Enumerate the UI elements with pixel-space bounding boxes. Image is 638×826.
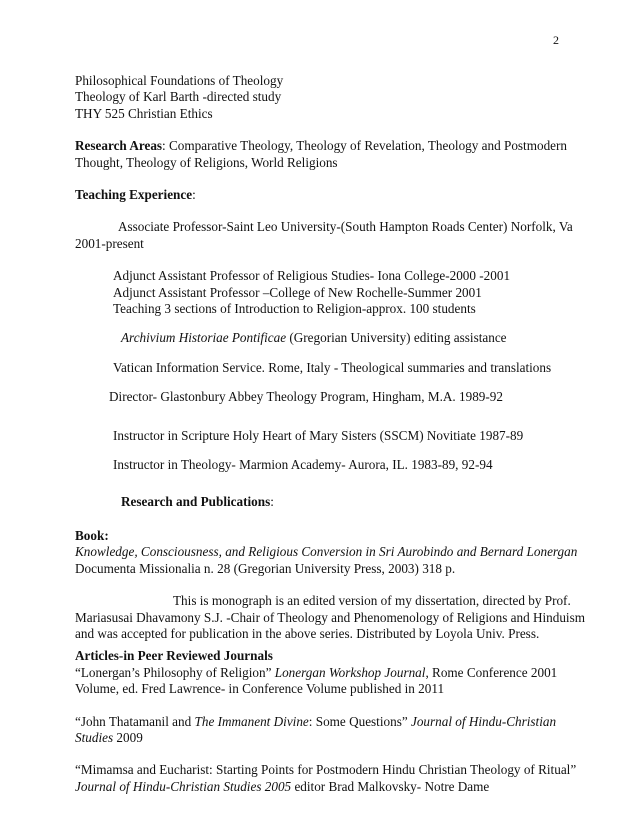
article-lonergan-journal: Lonergan Workshop Journal [274,664,426,680]
course-item: THY 525 Christian Ethics [75,105,213,121]
teaching-heading [75,187,575,203]
course-item: Philosophical Foundations of Theology [75,73,284,88]
articles-heading: Articles-in Peer Reviewed Journals [75,648,273,664]
teaching-entry-saint-leo: Associate Professor-Saint Leo University-(South Hampton Roads Center) Norfolk, Va [118,219,573,235]
book-note-line: This is monograph is an edited version of my dissertation, directed by Prof. [173,593,571,609]
teaching-entry-glastonbury: Director- Glastonbury Abbey Theology Program, Hingham, M.A. 1989-92 [109,389,503,405]
research-areas-label: Research Areas [75,138,163,154]
teaching-heading-label: Teaching Experience [75,187,193,203]
teaching-entry-archivium [75,330,575,346]
cv-content [75,73,585,795]
research-publications-label: Research and Publications [121,493,271,509]
book-label: Book: [75,527,109,543]
book-note-line: and was accepted for publication in the above series. Distributed by Loyola Univ. Press. [75,625,540,641]
book-title: Knowledge, Consciousness, and Religious Conversion in Sri Aurobindo and Bernard Lonergan [75,544,578,560]
research-areas [75,138,575,171]
teaching-entry-saint-leo-dates: 2001-present [75,235,144,251]
archivium-rest: (Gregorian University) editing assistance [286,330,507,346]
article-lonergan-title: “Lonergan’s Philosophy of Religion” [75,664,275,680]
research-areas-text: : Comparative Theology, Theology of Revelation, Theology and Postmodern Thought, Theology of Religions, World Religions [75,138,568,170]
article-mimamsa-line2 [75,779,575,795]
article-mimamsa-journal: Journal of Hindu-Christian Studies 2005 [75,778,292,794]
article-lonergan [75,665,575,681]
research-publications-heading [75,494,575,510]
teaching-entry-iona: Adjunct Assistant Professor of Religious Studies- Iona College-2000 -2001 [113,268,511,284]
page-number: 2 [553,33,559,47]
research-publications-colon: : [270,493,274,509]
teaching-entry-sections: Teaching 3 sections of Introduction to Religion-approx. 100 students [113,301,476,317]
article-thatamanil-line2 [75,730,575,746]
book-series: Documenta Missionalia n. 28 (Gregorian University Press, 2003) 318 p. [75,560,456,576]
article-thatamanil-start: “John Thatamanil and [75,713,195,729]
teaching-entry-vatican: Vatican Information Service. Rome, Italy - Theological summaries and translations [113,359,552,375]
teaching-entry-marmion: Instructor in Theology- Marmion Academy- Aurora, IL. 1983-89, 92-94 [113,457,493,473]
article-thatamanil-journal-end: Studies [75,729,114,745]
article-mimamsa: “Mimamsa and Eucharist: Starting Points for Postmodern Hindu Christian Theology of Ritual” [75,762,577,778]
article-thatamanil-book: The Immanent Divine [194,713,309,729]
course-list [75,73,575,122]
article-mimamsa-rest: editor Brad Malkovsky- Notre Dame [291,778,490,794]
book-note-line: Mariasusai Dhavamony S.J. -Chair of Theology and Phenomenology of Religions and Hinduism [75,609,585,625]
article-thatamanil [75,714,575,730]
teaching-heading-colon: : [192,187,196,203]
course-item: Theology of Karl Barth -directed study [75,89,282,105]
article-thatamanil-year: 2009 [113,729,143,745]
article-lonergan-volume: Volume, ed. Fred Lawrence- in Conference Volume published in 2011 [75,681,445,697]
archivium-title: Archivium Historiae Pontificae [121,330,287,346]
teaching-entry-new-rochelle: Adjunct Assistant Professor –College of New Rochelle-Summer 2001 [113,284,482,300]
article-lonergan-rest: , Rome Conference 2001 [425,664,558,680]
article-thatamanil-mid: : Some Questions” [308,713,411,729]
article-thatamanil-journal: Journal of Hindu-Christian [410,713,557,729]
teaching-entry-holy-heart: Instructor in Scripture Holy Heart of Mary Sisters (SSCM) Novitiate 1987-89 [113,427,524,443]
